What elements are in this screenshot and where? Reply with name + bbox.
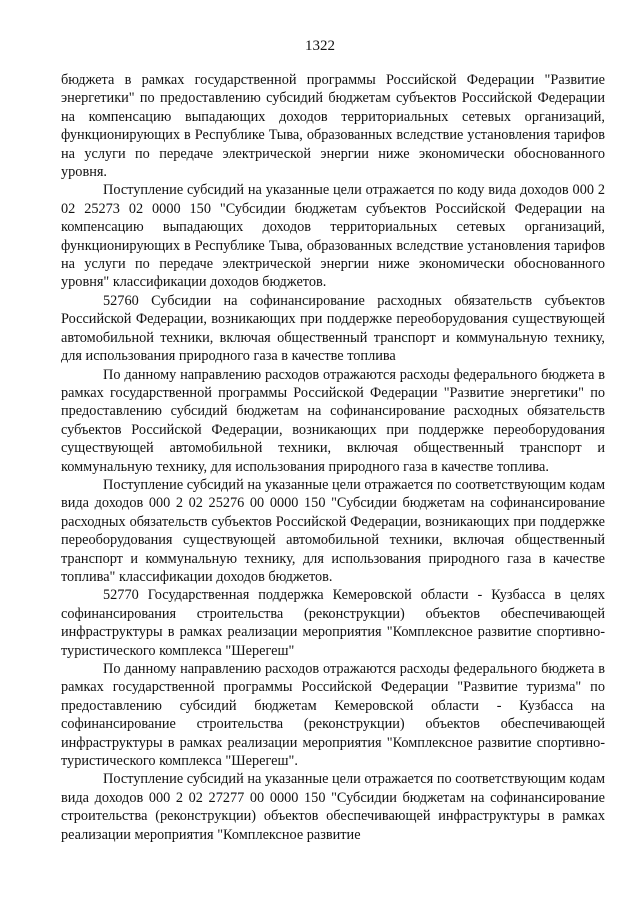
document-body — [61, 71, 605, 844]
paragraph-expenses-52760: По данному направлению расходов отражаются расходы федерального бюджета в рамках государственной программы Российской Федерации "Развитие энергетики" по предоставлению субсидий бюджетам на софинансирование расходных обязательств субъектов Российской Федерации, возникающих при поддержке переоборудования существующей автомобильной техники, включая общественный транспорт и коммунальную технику, для использования природного газа в качестве топлива. — [61, 366, 605, 475]
paragraph-heading-52770: 52770 Государственная поддержка Кемеровской области - Кузбасса в целях софинансирования строительства (реконструкции) объектов обеспечивающей инфраструктуры в рамках реализации мероприятия "Комплексное развитие спортивно-туристического комплекса "Шерегеш" — [61, 587, 605, 659]
paragraph-continuation: бюджета в рамках государственной программы Российской Федерации "Развитие энергетики" по предоставлению субсидий бюджетам субъектов Российской Федерации на компенсацию выпадающих доходов территориальных сетевых организаций, функционирующих в Республике Тыва, образованных вследствие установления тарифов на услуги по передаче электрической энергии ниже экономически обоснованного уровня. — [61, 72, 605, 181]
page-number: 1322 — [305, 38, 335, 54]
paragraph-revenue-code-27277: Поступление субсидий на указанные цели отражается по соответствующим кодам вида доходов 000 2 02 27277 00 0000 150 "Субсидии бюджетам на софинансирование строительства (реконструкции) объектов обеспечивающей инфраструктуры в рамках реализации мероприятия "Комплексное развитие — [61, 771, 605, 843]
paragraph-revenue-code-25276: Поступление субсидий на указанные цели отражается по соответствующим кодам вида доходов 000 2 02 25276 00 0000 150 "Субсидии бюджетам на софинансирование расходных обязательств субъектов Российской Федерации, возникающих при поддержке переоборудования существующей автомобильной техники, включая общественный транспорт и коммунальную технику, для использования природного газа в качестве топлива" классификации доходов бюджетов. — [61, 476, 605, 585]
paragraph-revenue-code-25273: Поступление субсидий на указанные цели отражается по коду вида доходов 000 2 02 25273 02 0000 150 "Субсидии бюджетам субъектов Российской Федерации на компенсацию выпадающих доходов территориальных сетевых организаций, функционирующих в Республике Тыва, образованных вследствие установления тарифов на услуги по передаче электрической энергии ниже экономически обоснованного уровня" классификации доходов бюджетов. — [61, 182, 605, 291]
paragraph-expenses-52770: По данному направлению расходов отражаются расходы федерального бюджета в рамках государственной программы Российской Федерации "Развитие туризма" по предоставлению субсидий бюджетам Кемеровской области - Кузбасса на софинансирование строительства (реконструкции) объектов обеспечивающей инфраструктуры в рамках реализации мероприятия "Комплексное развитие спортивно-туристического комплекса "Шерегеш". — [61, 661, 605, 770]
paragraph-heading-52760: 52760 Субсидии на софинансирование расходных обязательств субъектов Российской Федерации, возникающих при поддержке переоборудования существующей автомобильной техники, включая общественный транспорт и коммунальную технику, для использования природного газа в качестве топлива — [61, 292, 605, 365]
